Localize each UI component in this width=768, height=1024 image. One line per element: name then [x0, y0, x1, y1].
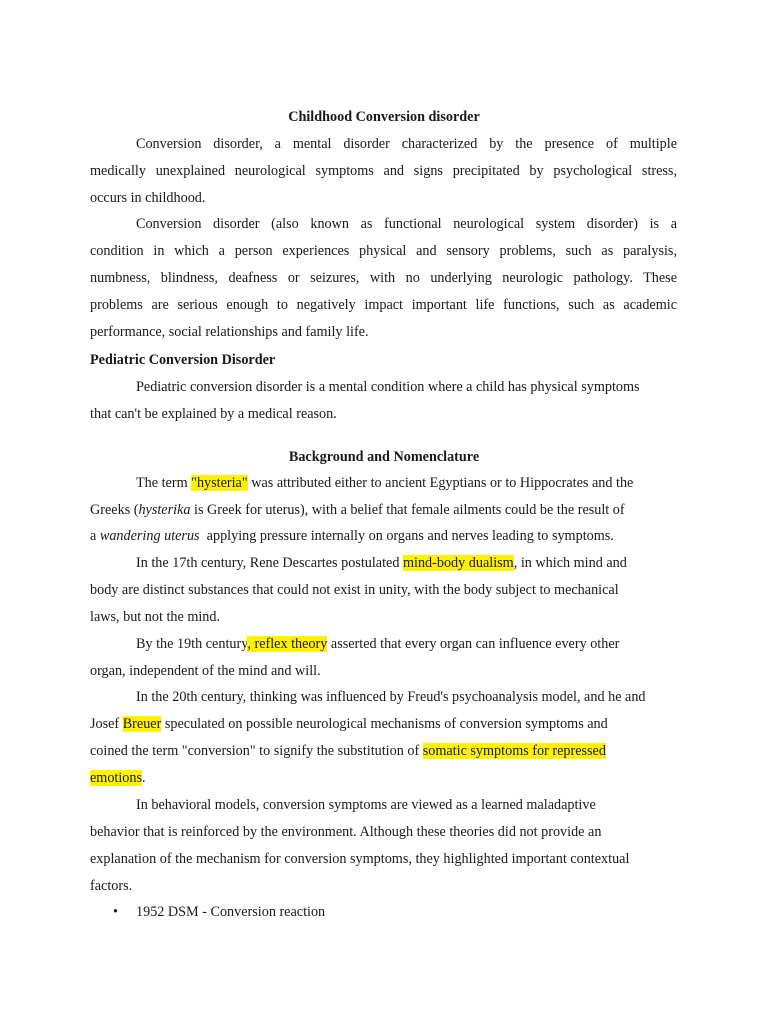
bullet-icon: • [113, 904, 118, 920]
paragraph-line: that can't be explained by a medical reason. [90, 406, 337, 422]
highlight: , reflex theory [247, 636, 328, 652]
section-heading-background: Background and Nomenclature [288, 449, 480, 465]
paragraph-line: occurs in childhood. [90, 190, 206, 206]
paragraph-line: emotions. [90, 770, 146, 786]
paragraph-line: numbness, blindness, deafness or seizures, with no underlying neurologic pathology. These [90, 270, 677, 286]
paragraph-line: behavior that is reinforced by the environment. Although these theories did not provide an [90, 824, 602, 840]
paragraph-line: Greeks (hysterika is Greek for uterus), with a belief that female ailments could be the result of [90, 502, 625, 518]
highlight: "hysteria" [191, 475, 248, 491]
paragraph-line: In the 20th century, thinking was influenced by Freud's psychoanalysis model, and he and [136, 689, 646, 705]
paragraph-line: Pediatric conversion disorder is a mental condition where a child has physical symptoms [136, 379, 640, 395]
paragraph-line: Conversion disorder (also known as functional neurological system disorder) is a [136, 216, 677, 232]
paragraph-line: a wandering uterus applying pressure internally on organs and nerves leading to symptoms. [90, 528, 614, 544]
highlight: mind-body dualism [402, 555, 514, 571]
section-heading-pediatric: Pediatric Conversion Disorder [90, 352, 276, 368]
highlight: Breuer [122, 716, 162, 732]
highlight: emotions [90, 770, 143, 786]
document-title: Childhood Conversion disorder [288, 109, 480, 125]
paragraph-line: explanation of the mechanism for conversion symptoms, they highlighted important contextual [90, 851, 630, 867]
paragraph-line: condition in which a person experiences physical and sensory problems, such as paralysis, [90, 243, 677, 259]
paragraph-line: coined the term "conversion" to signify the substitution of somatic symptoms for repressed [90, 743, 606, 759]
paragraph-line: laws, but not the mind. [90, 609, 221, 625]
paragraph-line: medically unexplained neurological symptoms and signs precipitated by psychological stress, [90, 163, 677, 179]
paragraph-line: In behavioral models, conversion symptoms are viewed as a learned maladaptive [136, 797, 596, 813]
paragraph-line: body are distinct substances that could not exist in unity, with the body subject to mechanical [90, 582, 619, 598]
paragraph-line: problems are serious enough to negatively impact important life functions, such as academic [90, 297, 677, 313]
paragraph-line: organ, independent of the mind and will. [90, 663, 321, 679]
paragraph-line: The term "hysteria" was attributed either to ancient Egyptians or to Hippocrates and the [136, 475, 634, 491]
paragraph-line: In the 17th century, Rene Descartes postulated mind-body dualism, in which mind and [136, 555, 627, 571]
paragraph-line: factors. [90, 878, 133, 894]
paragraph-line: performance, social relationships and family life. [90, 324, 369, 340]
paragraph-line: Conversion disorder, a mental disorder characterized by the presence of multiple [136, 136, 677, 152]
paragraph-line: Josef Breuer speculated on possible neurological mechanisms of conversion symptoms and [90, 716, 608, 732]
paragraph-line: By the 19th century, reflex theory asserted that every organ can influence every other [136, 636, 620, 652]
highlight: somatic symptoms for repressed [422, 743, 606, 759]
list-item: 1952 DSM - Conversion reaction [136, 904, 326, 920]
